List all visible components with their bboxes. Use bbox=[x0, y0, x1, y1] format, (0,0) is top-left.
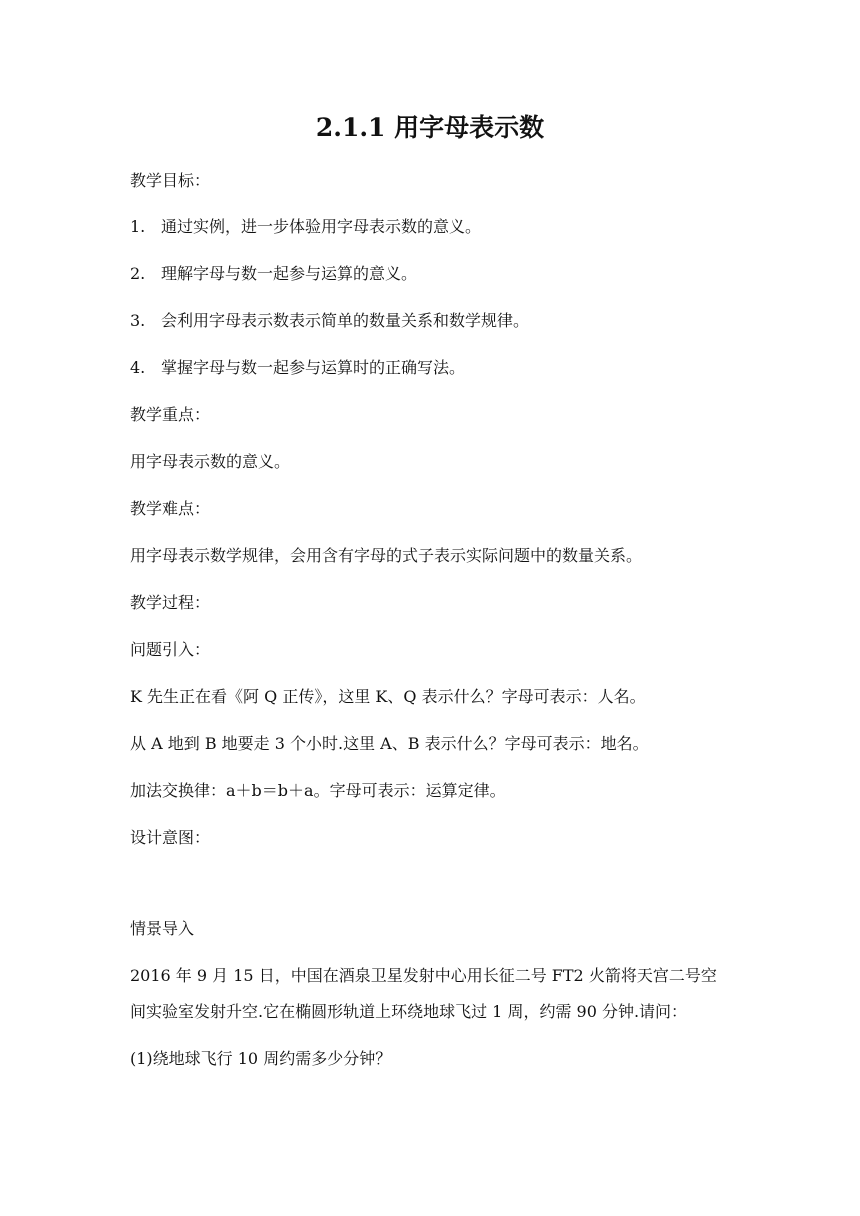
objective-text: 通过实例，进一步体验用字母表示数的意义。 bbox=[161, 217, 482, 236]
objectives-heading: 教学目标： bbox=[130, 171, 211, 190]
objective-number: 4. bbox=[130, 358, 146, 377]
difficulty-text: 用字母表示数学规律，会用含有字母的式子表示实际问题中的数量关系。 bbox=[130, 546, 643, 565]
objective-text: 会利用字母表示数表示简单的数量关系和数学规律。 bbox=[161, 311, 530, 330]
scenario-heading: 情景导入 bbox=[130, 919, 195, 938]
scenario-paragraph-line: 间实验室发射升空.它在椭圆形轨道上环绕地球飞过 1 周，约需 90 分钟.请问： bbox=[130, 1002, 688, 1021]
design-intent-heading: 设计意图： bbox=[130, 828, 211, 847]
intro-line: K 先生正在看《阿 Q 正传》，这里 K、Q 表示什么？字母可表示：人名。 bbox=[130, 687, 646, 706]
key-point-text: 用字母表示数的意义。 bbox=[130, 452, 291, 471]
objective-number: 1. bbox=[130, 217, 146, 236]
objective-text: 理解字母与数一起参与运算的意义。 bbox=[161, 264, 418, 283]
objective-item-1 bbox=[130, 216, 481, 238]
objective-text: 掌握字母与数一起参与运算时的正确写法。 bbox=[161, 358, 466, 377]
objective-number: 3. bbox=[130, 311, 146, 330]
process-heading: 教学过程： bbox=[130, 593, 211, 612]
objective-item-4 bbox=[130, 357, 465, 379]
objective-item-3 bbox=[130, 310, 529, 332]
scenario-paragraph-line: 2016 年 9 月 15 日，中国在酒泉卫星发射中心用长征二号 FT2 火箭将天宫二号空 bbox=[130, 966, 717, 985]
objective-item-2 bbox=[130, 263, 417, 285]
difficulty-heading: 教学难点： bbox=[130, 499, 211, 518]
page-title: 2.1.1 用字母表示数 bbox=[315, 113, 545, 142]
intro-heading: 问题引入： bbox=[130, 640, 211, 659]
question-1: (1)绕地球飞行 10 周约需多少分钟？ bbox=[130, 1049, 392, 1068]
key-point-heading: 教学重点： bbox=[130, 405, 211, 424]
objective-number: 2. bbox=[130, 264, 146, 283]
intro-line: 从 A 地到 B 地要走 3 个小时.这里 A、B 表示什么？字母可表示：地名。 bbox=[130, 734, 649, 753]
intro-line: 加法交换律：a＋b＝b＋a。字母可表示：运算定律。 bbox=[130, 781, 506, 800]
